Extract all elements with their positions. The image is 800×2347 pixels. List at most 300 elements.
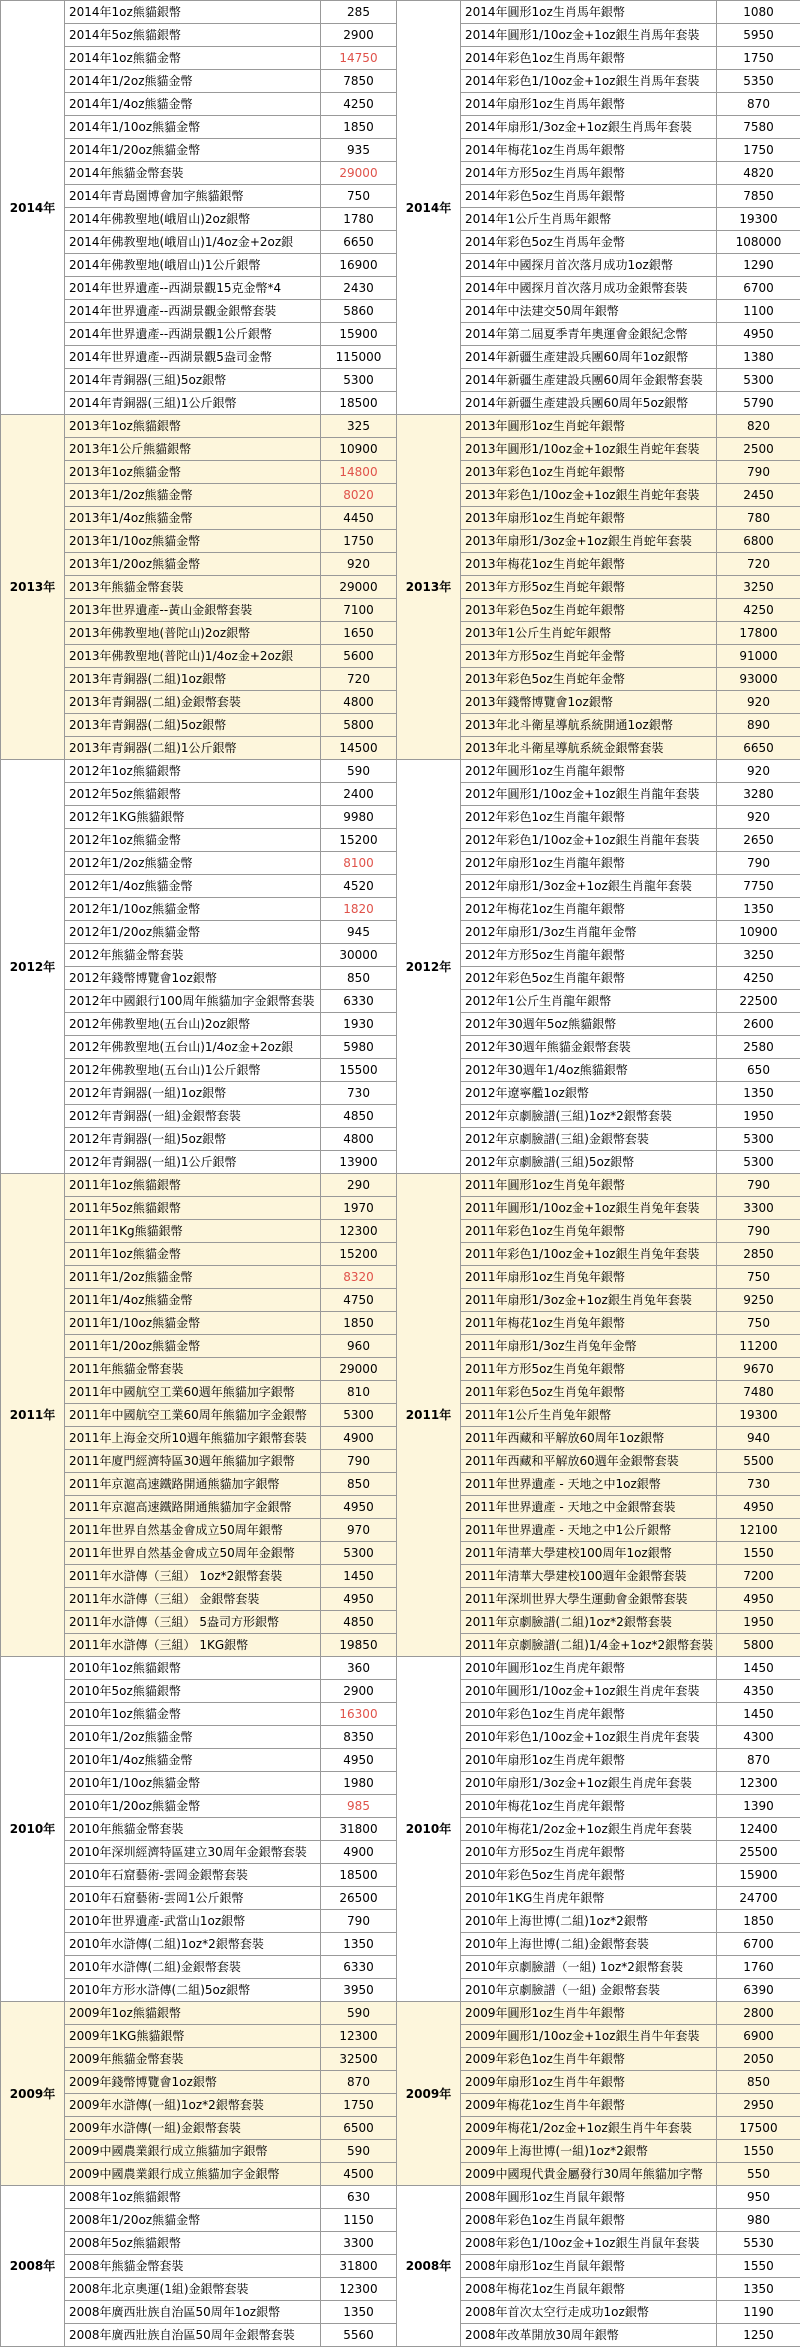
coin-name: 2014年梅花1oz生肖馬年銀幣 (461, 139, 717, 162)
coin-price: 3280 (717, 783, 800, 806)
coin-price: 5300 (717, 1128, 800, 1151)
coin-price: 5300 (321, 369, 397, 392)
coin-price: 590 (321, 2140, 397, 2163)
coin-price: 850 (321, 1473, 397, 1496)
price-table-body (1, 1, 800, 2347)
coin-price: 1290 (717, 254, 800, 277)
coin-price: 1350 (321, 2301, 397, 2324)
coin-price: 985 (321, 1795, 397, 1818)
coin-name: 2014年1/4oz熊貓金幣 (65, 93, 321, 116)
coin-price: 18500 (321, 1864, 397, 1887)
coin-price: 945 (321, 921, 397, 944)
coin-name: 2012年1/2oz熊貓金幣 (65, 852, 321, 875)
coin-name: 2011年扇形1/3oz金+1oz銀生肖兔年套裝 (461, 1289, 717, 1312)
coin-price: 1100 (717, 300, 800, 323)
coin-name: 2010年京劇臉譜（一組) 1oz*2銀幣套裝 (461, 1956, 717, 1979)
coin-price: 5300 (321, 1542, 397, 1565)
coin-name: 2012年彩色1oz生肖龍年銀幣 (461, 806, 717, 829)
coin-price: 870 (717, 1749, 800, 1772)
coin-price: 950 (717, 2186, 800, 2209)
coin-price: 2400 (321, 783, 397, 806)
coin-name: 2014年1/20oz熊貓金幣 (65, 139, 321, 162)
coin-name: 2011年彩色5oz生肖兔年銀幣 (461, 1381, 717, 1404)
coin-price: 4950 (717, 323, 800, 346)
coin-price: 7200 (717, 1565, 800, 1588)
coin-price: 5300 (717, 369, 800, 392)
coin-price: 29000 (321, 1358, 397, 1381)
coin-name: 2011年清華大學建校100週年金銀幣套裝 (461, 1565, 717, 1588)
coin-price: 19300 (717, 1404, 800, 1427)
coin-price: 1750 (717, 139, 800, 162)
coin-price: 5500 (717, 1450, 800, 1473)
coin-price: 5600 (321, 645, 397, 668)
coin-price: 290 (321, 1174, 397, 1197)
coin-name: 2008年北京奧運(1組)金銀幣套裝 (65, 2278, 321, 2301)
coin-name: 2013年梅花1oz生肖蛇年銀幣 (461, 553, 717, 576)
coin-name: 2011年上海金交所10週年熊貓加字銀幣套裝 (65, 1427, 321, 1450)
coin-price: 2600 (717, 1013, 800, 1036)
coin-name: 2013年1/10oz熊貓金幣 (65, 530, 321, 553)
coin-name: 2008年彩色1oz生肖鼠年銀幣 (461, 2209, 717, 2232)
coin-name: 2009年錢幣博覽會1oz銀幣 (65, 2071, 321, 2094)
coin-name: 2011年京劇臉譜(二組)1oz*2銀幣套裝 (461, 1611, 717, 1634)
coin-name: 2013年1/2oz熊貓金幣 (65, 484, 321, 507)
coin-name: 2010年扇形1/3oz金+1oz銀生肖虎年套裝 (461, 1772, 717, 1795)
year-label: 2009年 (1, 2002, 65, 2186)
coin-name: 2011年中國航空工業60周年熊貓加字金銀幣 (65, 1404, 321, 1427)
coin-name: 2008年廣西壯族自治區50周年金銀幣套裝 (65, 2324, 321, 2347)
coin-price: 780 (717, 507, 800, 530)
coin-price: 4250 (717, 967, 800, 990)
coin-name: 2011年彩色1/10oz金+1oz銀生肖兔年套裝 (461, 1243, 717, 1266)
coin-name: 2014年佛教聖地(峨眉山)1公斤銀幣 (65, 254, 321, 277)
coin-price: 14800 (321, 461, 397, 484)
coin-price: 17500 (717, 2117, 800, 2140)
coin-name: 2012年佛教聖地(五台山)1公斤銀幣 (65, 1059, 321, 1082)
coin-name: 2013年方形5oz生肖蛇年銀幣 (461, 576, 717, 599)
coin-price: 15900 (321, 323, 397, 346)
coin-name: 2013年1公斤熊貓銀幣 (65, 438, 321, 461)
coin-name: 2011年世界自然基金會成立50周年金銀幣 (65, 1542, 321, 1565)
coin-price: 13900 (321, 1151, 397, 1174)
coin-name: 2014年扇形1/3oz金+1oz銀生肖馬年套裝 (461, 116, 717, 139)
coin-price: 590 (321, 760, 397, 783)
coin-price: 2900 (321, 1680, 397, 1703)
coin-name: 2012年彩色1/10oz金+1oz銀生肖龍年套裝 (461, 829, 717, 852)
coin-name: 2009年1oz熊貓銀幣 (65, 2002, 321, 2025)
coin-name: 2008年圓形1oz生肖鼠年銀幣 (461, 2186, 717, 2209)
coin-price: 12300 (717, 1772, 800, 1795)
coin-name: 2008年1oz熊貓銀幣 (65, 2186, 321, 2209)
coin-price: 4950 (717, 1496, 800, 1519)
coin-price: 93000 (717, 668, 800, 691)
year-label: 2014年 (1, 1, 65, 415)
coin-price: 920 (717, 760, 800, 783)
coin-name: 2011年世界自然基金會成立50周年銀幣 (65, 1519, 321, 1542)
coin-name: 2014年彩色5oz生肖馬年金幣 (461, 231, 717, 254)
coin-price: 1190 (717, 2301, 800, 2324)
coin-name: 2012年中國銀行100周年熊貓加字金銀幣套裝 (65, 990, 321, 1013)
coin-name: 2010年方形水滸傳(二組)5oz銀幣 (65, 1979, 321, 2002)
coin-name: 2009年梅花1/2oz金+1oz銀生肖牛年套裝 (461, 2117, 717, 2140)
coin-name: 2008年改革開放30周年銀幣 (461, 2324, 717, 2347)
coin-name: 2014年中國探月首次落月成功金銀幣套裝 (461, 277, 717, 300)
coin-price: 4820 (717, 162, 800, 185)
coin-price: 870 (717, 93, 800, 116)
coin-name: 2010年世界遺產-武當山1oz銀幣 (65, 1910, 321, 1933)
coin-name: 2011年彩色1oz生肖兔年銀幣 (461, 1220, 717, 1243)
coin-name: 2013年世界遺產--黃山金銀幣套裝 (65, 599, 321, 622)
year-label: 2008年 (1, 2186, 65, 2347)
coin-price: 4450 (321, 507, 397, 530)
coin-price: 920 (717, 691, 800, 714)
coin-name: 2011年1Kg熊貓銀幣 (65, 1220, 321, 1243)
coin-price: 4900 (321, 1427, 397, 1450)
coin-name: 2012年30週年5oz熊貓銀幣 (461, 1013, 717, 1036)
coin-name: 2013年彩色5oz生肖蛇年金幣 (461, 668, 717, 691)
coin-name: 2010年圓形1oz生肖虎年銀幣 (461, 1657, 717, 1680)
coin-name: 2013年彩色5oz生肖蛇年銀幣 (461, 599, 717, 622)
coin-price: 960 (321, 1335, 397, 1358)
coin-price: 1380 (717, 346, 800, 369)
coin-price: 15900 (717, 1864, 800, 1887)
coin-price: 8320 (321, 1266, 397, 1289)
coin-name: 2011年中國航空工業60週年熊貓加字銀幣 (65, 1381, 321, 1404)
year-label: 2008年 (397, 2186, 461, 2347)
coin-name: 2012年30週年熊貓金銀幣套裝 (461, 1036, 717, 1059)
coin-name: 2012年京劇臉譜(三組)1oz*2銀幣套裝 (461, 1105, 717, 1128)
coin-price: 720 (717, 553, 800, 576)
coin-name: 2010年1/20oz熊貓金幣 (65, 1795, 321, 1818)
coin-price: 6650 (717, 737, 800, 760)
coin-name: 2014年圓形1oz生肖馬年銀幣 (461, 1, 717, 24)
coin-price: 6900 (717, 2025, 800, 2048)
coin-price: 7580 (717, 116, 800, 139)
coin-price: 5790 (717, 392, 800, 415)
table-row (1, 2186, 800, 2209)
coin-name: 2009中國農業銀行成立熊貓加字金銀幣 (65, 2163, 321, 2186)
coin-price: 1450 (717, 1703, 800, 1726)
coin-price: 6650 (321, 231, 397, 254)
coin-name: 2011年1oz熊貓金幣 (65, 1243, 321, 1266)
coin-name: 2010年5oz熊貓銀幣 (65, 1680, 321, 1703)
coin-name: 2014年佛教聖地(峨眉山)1/4oz金+2oz銀 (65, 231, 321, 254)
coin-price: 730 (321, 1082, 397, 1105)
coin-name: 2014年彩色1oz生肖馬年銀幣 (461, 47, 717, 70)
coin-price: 1550 (717, 2140, 800, 2163)
coin-price: 4500 (321, 2163, 397, 2186)
coin-name: 2012年京劇臉譜(三組)金銀幣套裝 (461, 1128, 717, 1151)
coin-price: 5800 (321, 714, 397, 737)
coin-price: 12300 (321, 2025, 397, 2048)
coin-price: 1930 (321, 1013, 397, 1036)
coin-name: 2009年上海世博(一組)1oz*2銀幣 (461, 2140, 717, 2163)
coin-price: 5800 (717, 1634, 800, 1657)
coin-price: 920 (717, 806, 800, 829)
coin-price: 19300 (717, 208, 800, 231)
coin-name: 2010年熊貓金幣套裝 (65, 1818, 321, 1841)
coin-name: 2010年1/10oz熊貓金幣 (65, 1772, 321, 1795)
coin-price: 1750 (321, 530, 397, 553)
year-label: 2010年 (397, 1657, 461, 2002)
coin-price: 25500 (717, 1841, 800, 1864)
coin-price: 940 (717, 1427, 800, 1450)
coin-price: 6700 (717, 1933, 800, 1956)
coin-name: 2011年世界遺產 - 天地之中1oz銀幣 (461, 1473, 717, 1496)
coin-name: 2010年方形5oz生肖虎年銀幣 (461, 1841, 717, 1864)
coin-name: 2014年世界遺產--西湖景觀15克金幣*4 (65, 277, 321, 300)
coin-name: 2009中國農業銀行成立熊貓加字銀幣 (65, 2140, 321, 2163)
coin-price: 4250 (717, 599, 800, 622)
coin-price: 1390 (717, 1795, 800, 1818)
coin-price: 1950 (717, 1611, 800, 1634)
coin-name: 2008年5oz熊貓銀幣 (65, 2232, 321, 2255)
coin-name: 2014年青銅器(三組)5oz銀幣 (65, 369, 321, 392)
coin-name: 2010年京劇臉譜（一組) 金銀幣套裝 (461, 1979, 717, 2002)
coin-price: 850 (717, 2071, 800, 2094)
coin-name: 2011年梅花1oz生肖兔年銀幣 (461, 1312, 717, 1335)
coin-price: 1850 (321, 1312, 397, 1335)
coin-price: 4520 (321, 875, 397, 898)
coin-name: 2012年彩色5oz生肖龍年銀幣 (461, 967, 717, 990)
coin-name: 2014年1公斤生肖馬年銀幣 (461, 208, 717, 231)
coin-price: 9670 (717, 1358, 800, 1381)
coin-name: 2014年中法建交50周年銀幣 (461, 300, 717, 323)
coin-name: 2014年青島園博會加字熊貓銀幣 (65, 185, 321, 208)
coin-price: 2050 (717, 2048, 800, 2071)
coin-price: 3950 (321, 1979, 397, 2002)
coin-name: 2011年世界遺產 - 天地之中金銀幣套裝 (461, 1496, 717, 1519)
coin-name: 2010年1/2oz熊貓金幣 (65, 1726, 321, 1749)
coin-name: 2013年圓形1/10oz金+1oz銀生肖蛇年套裝 (461, 438, 717, 461)
coin-name: 2011年圓形1/10oz金+1oz銀生肖兔年套裝 (461, 1197, 717, 1220)
coin-price: 10900 (321, 438, 397, 461)
coin-price: 31800 (321, 2255, 397, 2278)
coin-price: 3300 (321, 2232, 397, 2255)
coin-price: 890 (717, 714, 800, 737)
coin-price: 1080 (717, 1, 800, 24)
coin-name: 2011年扇形1/3oz生肖兔年金幣 (461, 1335, 717, 1358)
coin-name: 2009年扇形1oz生肖牛年銀幣 (461, 2071, 717, 2094)
coin-price: 15200 (321, 829, 397, 852)
coin-price: 1450 (717, 1657, 800, 1680)
coin-name: 2011年1/10oz熊貓金幣 (65, 1312, 321, 1335)
coin-price: 8020 (321, 484, 397, 507)
coin-name: 2009年水滸傳(一組)金銀幣套裝 (65, 2117, 321, 2140)
coin-name: 2014年1oz熊貓銀幣 (65, 1, 321, 24)
coin-price: 850 (321, 967, 397, 990)
coin-name: 2013年1/4oz熊貓金幣 (65, 507, 321, 530)
coin-price: 17800 (717, 622, 800, 645)
coin-price: 15200 (321, 1243, 397, 1266)
coin-name: 2014年世界遺產--西湖景觀5盎司金幣 (65, 346, 321, 369)
coin-price: 4800 (321, 1128, 397, 1151)
coin-name: 2012年青銅器(一組)金銀幣套裝 (65, 1105, 321, 1128)
coin-name: 2014年1oz熊貓金幣 (65, 47, 321, 70)
coin-name: 2014年1/10oz熊貓金幣 (65, 116, 321, 139)
coin-price: 4950 (321, 1749, 397, 1772)
coin-price: 790 (717, 852, 800, 875)
coin-name: 2011年西藏和平解放60週年金銀幣套裝 (461, 1450, 717, 1473)
coin-price: 5980 (321, 1036, 397, 1059)
coin-name: 2011年1/2oz熊貓金幣 (65, 1266, 321, 1289)
coin-price: 1450 (321, 1565, 397, 1588)
coin-price: 1250 (717, 2324, 800, 2347)
coin-price: 91000 (717, 645, 800, 668)
coin-price: 1150 (321, 2209, 397, 2232)
coin-name: 2010年扇形1oz生肖虎年銀幣 (461, 1749, 717, 1772)
coin-name: 2009年水滸傳(一組)1oz*2銀幣套裝 (65, 2094, 321, 2117)
coin-price: 14750 (321, 47, 397, 70)
coin-name: 2012年梅花1oz生肖龍年銀幣 (461, 898, 717, 921)
coin-name: 2011年深圳世界大學生運動會金銀幣套裝 (461, 1588, 717, 1611)
coin-price: 920 (321, 553, 397, 576)
coin-name: 2010年石窟藝術-雲岡1公斤銀幣 (65, 1887, 321, 1910)
coin-name: 2008年熊貓金幣套裝 (65, 2255, 321, 2278)
year-label: 2011年 (397, 1174, 461, 1657)
coin-name: 2010年深圳經濟特區建立30周年金銀幣套裝 (65, 1841, 321, 1864)
coin-name: 2014年第二屆夏季青年奧運會金銀紀念幣 (461, 323, 717, 346)
coin-name: 2012年1KG熊貓銀幣 (65, 806, 321, 829)
coin-price: 5560 (321, 2324, 397, 2347)
coin-price: 970 (321, 1519, 397, 1542)
coin-name: 2012年京劇臉譜(三組)5oz銀幣 (461, 1151, 717, 1174)
coin-name: 2013年熊貓金幣套裝 (65, 576, 321, 599)
table-row (1, 415, 800, 438)
coin-name: 2009年熊貓金幣套裝 (65, 2048, 321, 2071)
coin-price: 1780 (321, 208, 397, 231)
coin-name: 2012年1/20oz熊貓金幣 (65, 921, 321, 944)
coin-name: 2013年1oz熊貓銀幣 (65, 415, 321, 438)
coin-price: 26500 (321, 1887, 397, 1910)
coin-price: 750 (717, 1312, 800, 1335)
coin-name: 2009中國現代貴金屬發行30周年熊貓加字幣 (461, 2163, 717, 2186)
coin-name: 2012年遼寧艦1oz銀幣 (461, 1082, 717, 1105)
coin-name: 2009年彩色1oz生肖牛年銀幣 (461, 2048, 717, 2071)
coin-price: 7100 (321, 599, 397, 622)
coin-price: 2850 (717, 1243, 800, 1266)
coin-price: 12300 (321, 2278, 397, 2301)
coin-name: 2012年1公斤生肖龍年銀幣 (461, 990, 717, 1013)
coin-price: 4800 (321, 691, 397, 714)
table-row (1, 1657, 800, 1680)
coin-name: 2010年彩色5oz生肖虎年銀幣 (461, 1864, 717, 1887)
coin-price: 1820 (321, 898, 397, 921)
coin-name: 2011年5oz熊貓銀幣 (65, 1197, 321, 1220)
coin-name: 2013年青銅器(二組)5oz銀幣 (65, 714, 321, 737)
coin-name: 2010年1/4oz熊貓金幣 (65, 1749, 321, 1772)
coin-name: 2011年清華大學建校100周年1oz銀幣 (461, 1542, 717, 1565)
coin-price: 820 (717, 415, 800, 438)
coin-price: 16300 (321, 1703, 397, 1726)
coin-name: 2013年青銅器(二組)1公斤銀幣 (65, 737, 321, 760)
coin-price: 6500 (321, 2117, 397, 2140)
coin-name: 2010年彩色1/10oz金+1oz銀生肖虎年套裝 (461, 1726, 717, 1749)
coin-price: 7850 (717, 185, 800, 208)
coin-price: 4950 (321, 1588, 397, 1611)
coin-price: 5300 (321, 1404, 397, 1427)
coin-price: 12400 (717, 1818, 800, 1841)
coin-price: 1350 (717, 1082, 800, 1105)
coin-price: 5350 (717, 70, 800, 93)
coin-name: 2009年圓形1/10oz金+1oz銀生肖牛年套裝 (461, 2025, 717, 2048)
coin-name: 2011年京劇臉譜(二組)1/4金+1oz*2銀幣套裝 (461, 1634, 717, 1657)
coin-price: 3250 (717, 576, 800, 599)
coin-name: 2012年佛教聖地(五台山)1/4oz金+2oz銀 (65, 1036, 321, 1059)
coin-name: 2011年1/4oz熊貓金幣 (65, 1289, 321, 1312)
coin-price: 750 (321, 185, 397, 208)
coin-name: 2012年熊貓金幣套裝 (65, 944, 321, 967)
coin-price: 1950 (717, 1105, 800, 1128)
coin-price: 8350 (321, 1726, 397, 1749)
coin-price: 10900 (717, 921, 800, 944)
coin-name: 2011年京滬高速鐵路開通熊貓加字金銀幣 (65, 1496, 321, 1519)
coin-name: 2011年水滸傳（三組） 1oz*2銀幣套裝 (65, 1565, 321, 1588)
coin-name: 2014年新疆生產建設兵團60周年5oz銀幣 (461, 392, 717, 415)
coin-name: 2010年水滸傳(二組)金銀幣套裝 (65, 1956, 321, 1979)
coin-price: 4300 (717, 1726, 800, 1749)
coin-name: 2012年1oz熊貓銀幣 (65, 760, 321, 783)
coin-price: 1350 (717, 898, 800, 921)
coin-name: 2014年新疆生產建設兵團60周年金銀幣套裝 (461, 369, 717, 392)
coin-price: 750 (717, 1266, 800, 1289)
table-row (1, 2002, 800, 2025)
coin-name: 2014年5oz熊貓銀幣 (65, 24, 321, 47)
coin-name: 2010年1KG生肖虎年銀幣 (461, 1887, 717, 1910)
coin-name: 2011年熊貓金幣套裝 (65, 1358, 321, 1381)
coin-price: 1350 (717, 2278, 800, 2301)
coin-name: 2010年彩色1oz生肖虎年銀幣 (461, 1703, 717, 1726)
coin-name: 2010年梅花1/2oz金+1oz銀生肖虎年套裝 (461, 1818, 717, 1841)
coin-price: 870 (321, 2071, 397, 2094)
coin-price: 19850 (321, 1634, 397, 1657)
coin-name: 2013年1公斤生肖蛇年銀幣 (461, 622, 717, 645)
coin-name: 2012年佛教聖地(五台山)2oz銀幣 (65, 1013, 321, 1036)
coin-price: 7850 (321, 70, 397, 93)
coin-price: 4750 (321, 1289, 397, 1312)
coin-price: 1750 (717, 47, 800, 70)
coin-name: 2012年青銅器(一組)5oz銀幣 (65, 1128, 321, 1151)
coin-price: 2430 (321, 277, 397, 300)
coin-name: 2011年水滸傳（三組） 1KG銀幣 (65, 1634, 321, 1657)
year-label: 2011年 (1, 1174, 65, 1657)
coin-price: 18500 (321, 392, 397, 415)
coin-name: 2011年扇形1oz生肖兔年銀幣 (461, 1266, 717, 1289)
coin-price: 12100 (717, 1519, 800, 1542)
coin-name: 2012年圓形1/10oz金+1oz銀生肖龍年套裝 (461, 783, 717, 806)
coin-name: 2013年佛教聖地(普陀山)1/4oz金+2oz銀 (65, 645, 321, 668)
coin-price: 16900 (321, 254, 397, 277)
coin-price: 11200 (717, 1335, 800, 1358)
year-label: 2009年 (397, 2002, 461, 2186)
coin-price: 2500 (717, 438, 800, 461)
coin-price: 720 (321, 668, 397, 691)
coin-price: 5860 (321, 300, 397, 323)
coin-name: 2013年1oz熊貓金幣 (65, 461, 321, 484)
coin-price: 14500 (321, 737, 397, 760)
coin-price: 4950 (321, 1496, 397, 1519)
coin-name: 2011年世界遺產 - 天地之中1公斤銀幣 (461, 1519, 717, 1542)
coin-name: 2013年扇形1/3oz金+1oz銀生肖蛇年套裝 (461, 530, 717, 553)
coin-price: 650 (717, 1059, 800, 1082)
coin-price: 1970 (321, 1197, 397, 1220)
coin-name: 2014年圓形1/10oz金+1oz銀生肖馬年套裝 (461, 24, 717, 47)
coin-price: 108000 (717, 231, 800, 254)
coin-price: 2950 (717, 2094, 800, 2117)
coin-name: 2013年北斗衛星導航系統開通1oz銀幣 (461, 714, 717, 737)
coin-name: 2011年西藏和平解放60周年1oz銀幣 (461, 1427, 717, 1450)
coin-name: 2011年京滬高速鐵路開通熊貓加字銀幣 (65, 1473, 321, 1496)
